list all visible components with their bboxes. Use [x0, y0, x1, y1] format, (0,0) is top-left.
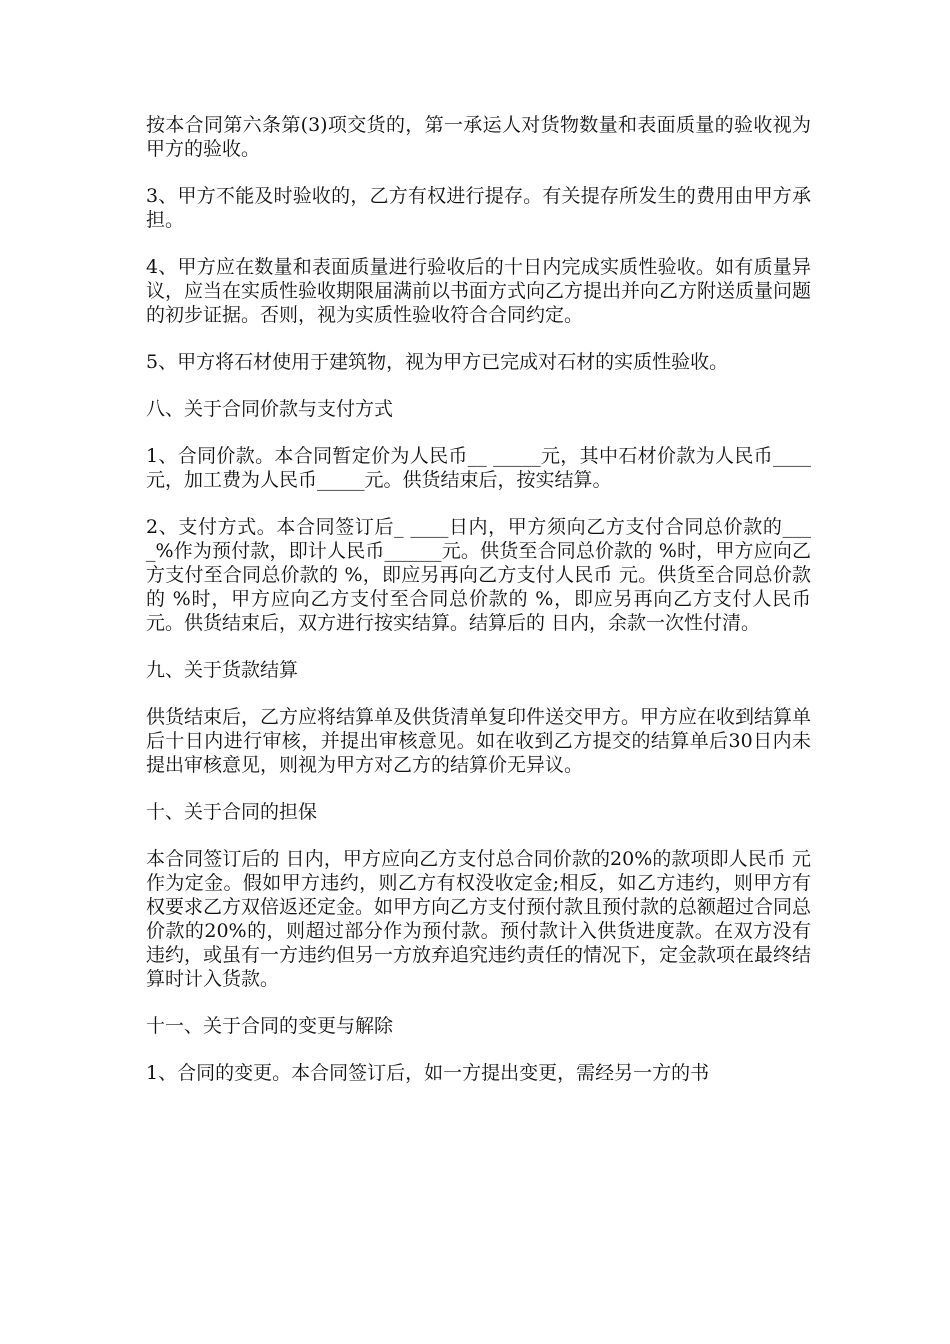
- section-heading-price-payment: 八、关于合同价款与支付方式: [146, 398, 394, 420]
- paragraph-settlement: 供货结束后，乙方应将结算单及供货清单复印件送交甲方。甲方应在收到结算单后十日内进行审核，并提出审核意见。如在收到乙方提交的结算单后30日内未提出审核意见，则视为甲方对乙方的结算价无异议。: [146, 706, 812, 776]
- section-heading-guarantee: 十、关于合同的担保: [146, 801, 318, 823]
- paragraph-clause-4-inspection: 4、甲方应在数量和表面质量进行验收后的十日内完成实质性验收。如有质量异议，应当在实质性验收期限届满前以书面方式向乙方提出并向乙方附送质量问题的初步证据。否则，视为实质性验收符合合同约定。: [146, 256, 812, 326]
- section-heading-change-termination: 十一、关于合同的变更与解除: [146, 1015, 394, 1037]
- paragraph-acceptance-carrier: 按本合同第六条第(3)项交货的，第一承运人对货物数量和表面质量的验收视为甲方的验收。: [146, 114, 811, 160]
- paragraph-contract-change: 1、合同的变更。本合同签订后，如一方提出变更，需经另一方的书: [146, 1062, 710, 1084]
- paragraph-clause-5-usage: 5、甲方将石材使用于建筑物，视为甲方已完成对石材的实质性验收。: [146, 351, 729, 373]
- paragraph-guarantee: 本合同签订后的 日内，甲方应向乙方支付总合同价款的20%的款项即人民币 元作为定金。假如甲方违约，则乙方有权没收定金;相反，如乙方违约，则甲方有权要求乙方双倍返还定金。如甲方向乙方支付预付款且预付款的总额超过合同总价款的20%的，则超过部分作为预付款。预付款计入供货进度款。在双方没有违约，或虽有一方违约但另一方放弃追究违约责任的情况下，定金款项在最终结算时计入货款。: [146, 848, 812, 990]
- document-page: [146, 113, 818, 1108]
- paragraph-clause-3-storage: 3、甲方不能及时验收的，乙方有权进行提存。有关提存所发生的费用由甲方承担。: [146, 185, 811, 231]
- paragraph-payment-method: 2、支付方式。本合同签订后_ ____日内，甲方须向乙方支付合同总价款的____%作为预付款，即计人民币______元。供货至合同总价款的 %时，甲方应向乙方支付至合同总价款的 %，即应另再向乙方支付人民币 元。供货至合同总价款的 %时，甲方应向乙方支付至合同总价款的 %，即应另再向乙方支付人民币 元。供货结束后，双方进行按实结算。结算后的 日内，余款一次性付清。: [146, 516, 818, 634]
- section-heading-settlement: 九、关于货款结算: [146, 659, 299, 681]
- paragraph-contract-price: 1、合同价款。本合同暂定价为人民币__ _____元，其中石材价款为人民币____ 元，加工费为人民币_____元。供货结束后，按实结算。: [146, 445, 818, 491]
